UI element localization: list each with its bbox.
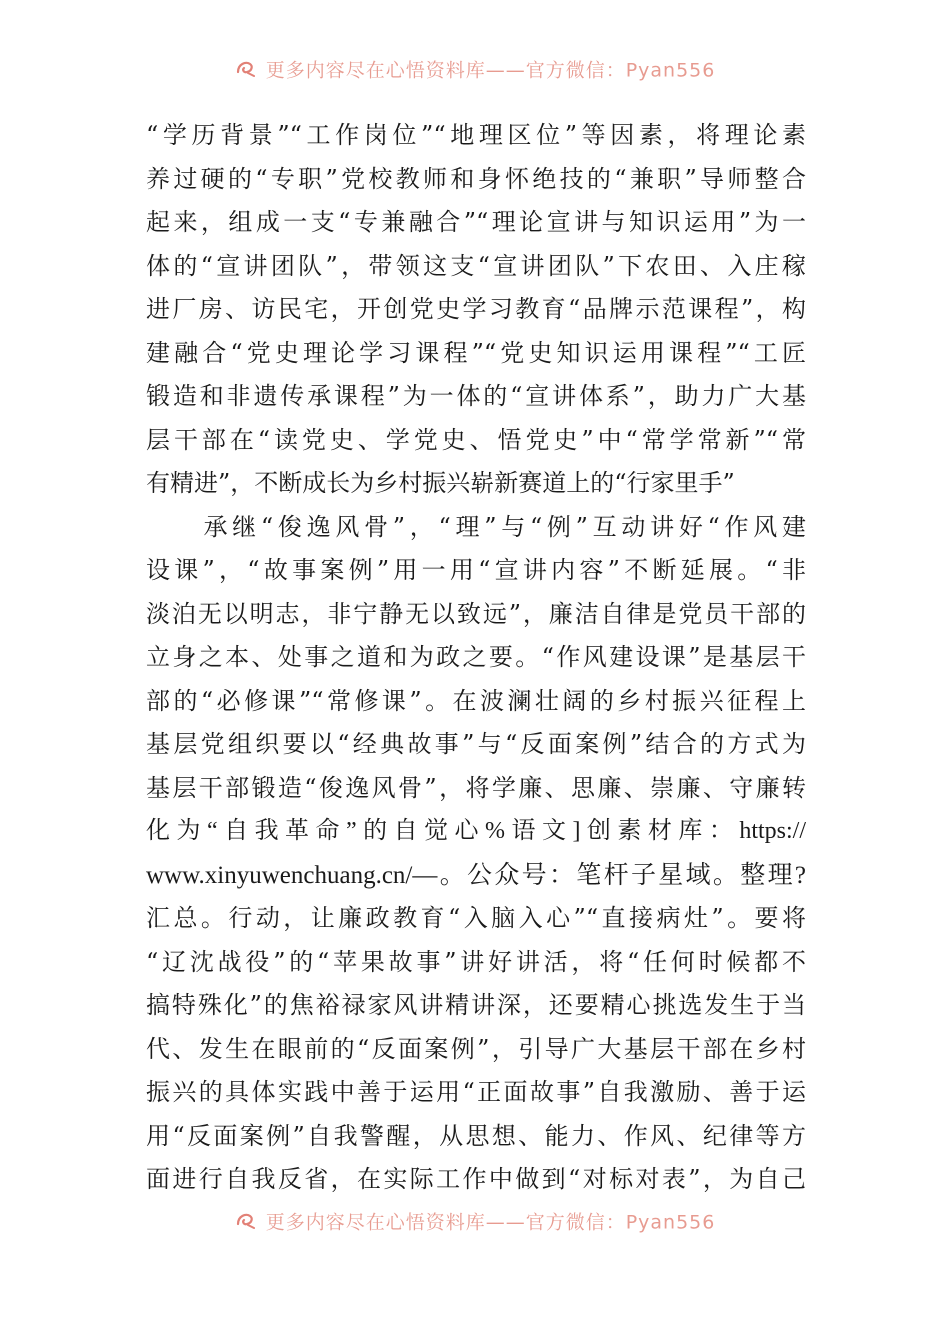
text-line: 立身之本、处事之道和为政之要。“作风建设课”是基层干 bbox=[146, 643, 806, 671]
header-watermark bbox=[0, 58, 950, 82]
text-line: 基层党组织要以“经典故事”与“反面案例”结合的方式为 bbox=[146, 730, 806, 758]
watermark-logo-icon bbox=[235, 1210, 257, 1234]
text-line: 淡泊无以明志，非宁静无以致远”，廉洁自律是党员干部的 bbox=[146, 599, 806, 628]
text-line: 部的“必修课”“常修课”。在波澜壮阔的乡村振兴征程上 bbox=[146, 686, 806, 715]
text-line: 锻造和非遗传承课程”为一体的“宣讲体系”，助力广大基 bbox=[146, 382, 806, 410]
paragraph-start-line: 承继“俊逸风骨”，“理”与“例”互动讲好“作风建 bbox=[146, 512, 806, 541]
text-line: 起来，组成一支“专兼融合”“理论宣讲与知识运用”为一 bbox=[146, 208, 806, 236]
text-line: 有精进”，不断成长为乡村振兴崭新赛道上的“行家里手” bbox=[146, 469, 735, 497]
text-line: 进厂房、访民宅，开创党史学习教育“品牌示范课程”，构 bbox=[146, 295, 806, 323]
text-line: 基层干部锻造“俊逸风骨”，将学廉、思廉、崇廉、守廉转 bbox=[146, 773, 806, 802]
text-line: “学历背景”“工作岗位”“地理区位”等因素，将理论素 bbox=[146, 121, 806, 149]
text-line: 建融合“党史理论学习课程”“党史知识运用课程”“工匠 bbox=[146, 338, 806, 367]
text-line: “辽沈战役”的“苹果故事”讲好讲活，将“任何时候都不 bbox=[146, 947, 806, 976]
text-line: 面进行自我反省，在实际工作中做到“对标对表”，为自己 bbox=[146, 1165, 806, 1193]
text-line: 振兴的具体实践中善于运用“正面故事”自我激励、善于运 bbox=[146, 1078, 806, 1106]
text-line-url: www.xinyuwenchuang.cn/—。公众号：笔杆子星域。整理? bbox=[146, 861, 806, 889]
text-line: 设课”，“故事案例”用一用“宣讲内容”不断延展。“非 bbox=[146, 556, 806, 584]
header-watermark-text: 更多内容尽在心悟资料库——官方微信：Pyan556 bbox=[265, 59, 716, 82]
footer-watermark bbox=[0, 1210, 950, 1234]
text-line: 用“反面案例”自我警醒，从思想、能力、作风、纪律等方 bbox=[146, 1121, 806, 1150]
document-body bbox=[146, 114, 806, 1202]
text-line: 搞特殊化”的焦裕禄家风讲精讲深，还要精心挑选发生于当 bbox=[146, 991, 806, 1019]
footer-watermark-text: 更多内容尽在心悟资料库——官方微信：Pyan556 bbox=[265, 1211, 716, 1234]
text-line: 体的“宣讲团队”，带领这支“宣讲团队”下农田、入庄稼 bbox=[146, 251, 806, 280]
text-line: 养过硬的“专职”党校教师和身怀绝技的“兼职”导师整合 bbox=[146, 164, 806, 193]
text-line-with-url: 化为“自我革命”的自觉心%语文]创素材库：https:// bbox=[146, 818, 806, 844]
text-line: 汇总。行动，让廉政教育“入脑入心”“直接病灶”。要将 bbox=[146, 904, 806, 932]
text-line: 代、发生在眼前的“反面案例”，引导广大基层干部在乡村 bbox=[146, 1034, 806, 1063]
text-line: 层干部在“读党史、学党史、悟党史”中“常学常新”“常 bbox=[146, 425, 806, 454]
watermark-logo-icon bbox=[235, 58, 257, 82]
